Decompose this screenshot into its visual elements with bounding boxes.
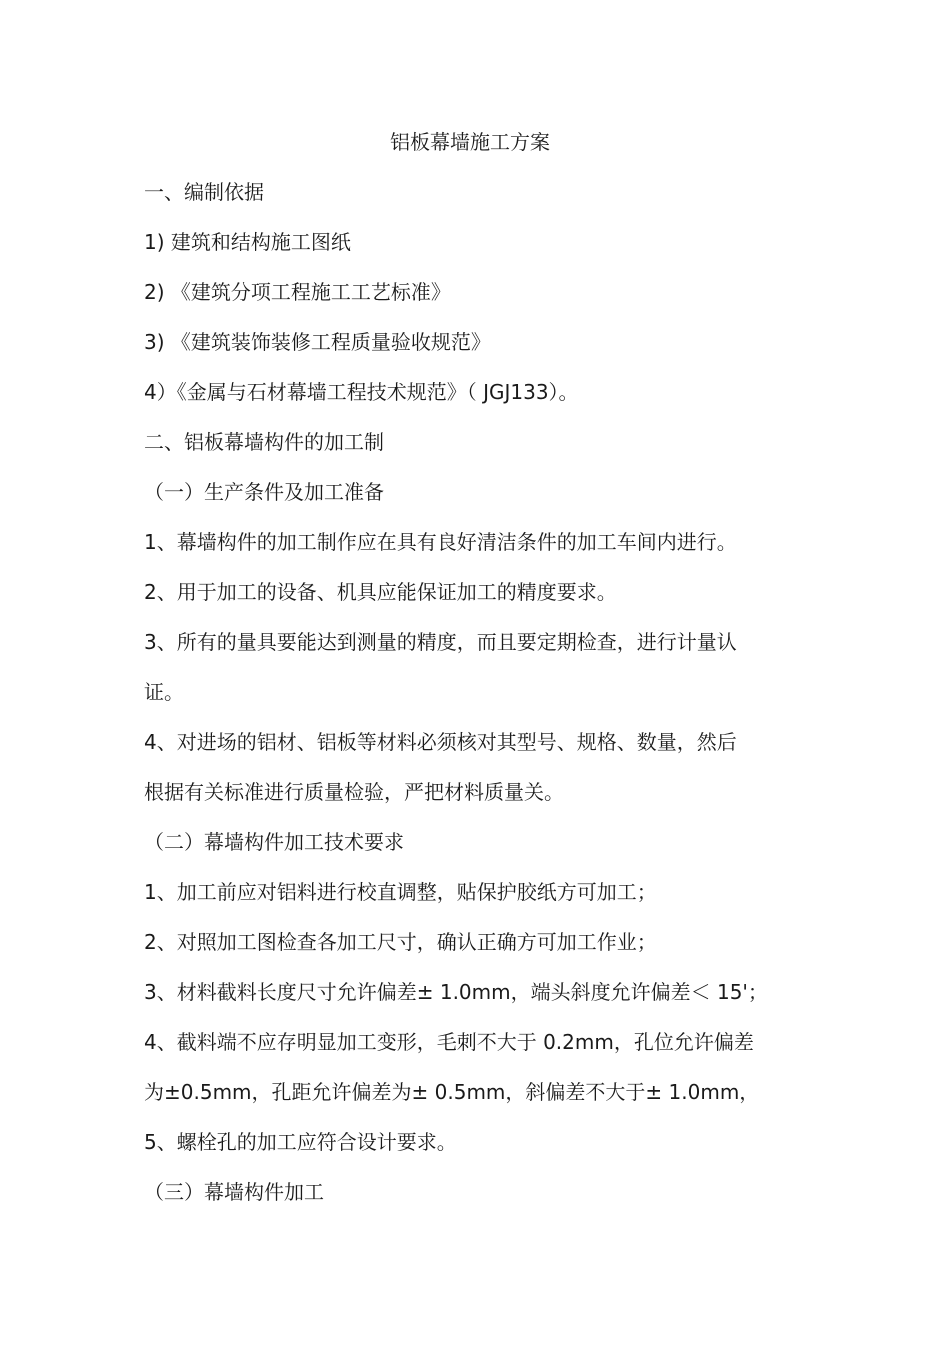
paragraph-line: 根据有关标准进行质量检验，严把材料质量关。 (144, 780, 564, 804)
reference-item-2: 2) 《建筑分项工程施工工艺标准》 (144, 280, 451, 304)
paragraph-line: 1、加工前应对铝料进行校直调整，贴保护胶纸方可加工； (144, 880, 657, 904)
paragraph-line: 3、材料截料长度尺寸允许偏差± 1.0mm，端头斜度允许偏差＜ 15'； (144, 980, 768, 1004)
subsection-heading-3: （三）幕墙构件加工 (144, 1180, 324, 1204)
paragraph-line: 为±0.5mm，孔距允许偏差为± 0.5mm，斜偏差不大于± 1.0mm， (144, 1080, 760, 1104)
reference-item-1: 1) 建筑和结构施工图纸 (144, 230, 351, 254)
paragraph-line: 1、幕墙构件的加工制作应在具有良好清洁条件的加工车间内进行。 (144, 530, 737, 554)
paragraph-line: 5、螺栓孔的加工应符合设计要求。 (144, 1130, 457, 1154)
section-heading-2: 二、铝板幕墙构件的加工制 (144, 430, 384, 454)
section-heading-1: 一、编制依据 (144, 180, 264, 204)
paragraph-line: 4、截料端不应存明显加工变形，毛刺不大于 0.2mm，孔位允许偏差 (144, 1030, 754, 1054)
paragraph-line: 4、对进场的铝材、铝板等材料必须核对其型号、规格、数量，然后 (144, 730, 737, 754)
document-title: 铝板幕墙施工方案 (390, 130, 550, 154)
paragraph-line: 3、所有的量具要能达到测量的精度，而且要定期检查，进行计量认 (144, 630, 737, 654)
paragraph-line: 2、用于加工的设备、机具应能保证加工的精度要求。 (144, 580, 617, 604)
subsection-heading-1: （一）生产条件及加工准备 (144, 480, 384, 504)
subsection-heading-2: （二）幕墙构件加工技术要求 (144, 830, 404, 854)
paragraph-line: 2、对照加工图检查各加工尺寸，确认正确方可加工作业； (144, 930, 657, 954)
reference-item-3: 3) 《建筑装饰装修工程质量验收规范》 (144, 330, 491, 354)
reference-item-4: 4）《金属与石材幕墙工程技术规范》（ JGJ133）。 (144, 380, 579, 404)
paragraph-line: 证。 (144, 680, 184, 704)
